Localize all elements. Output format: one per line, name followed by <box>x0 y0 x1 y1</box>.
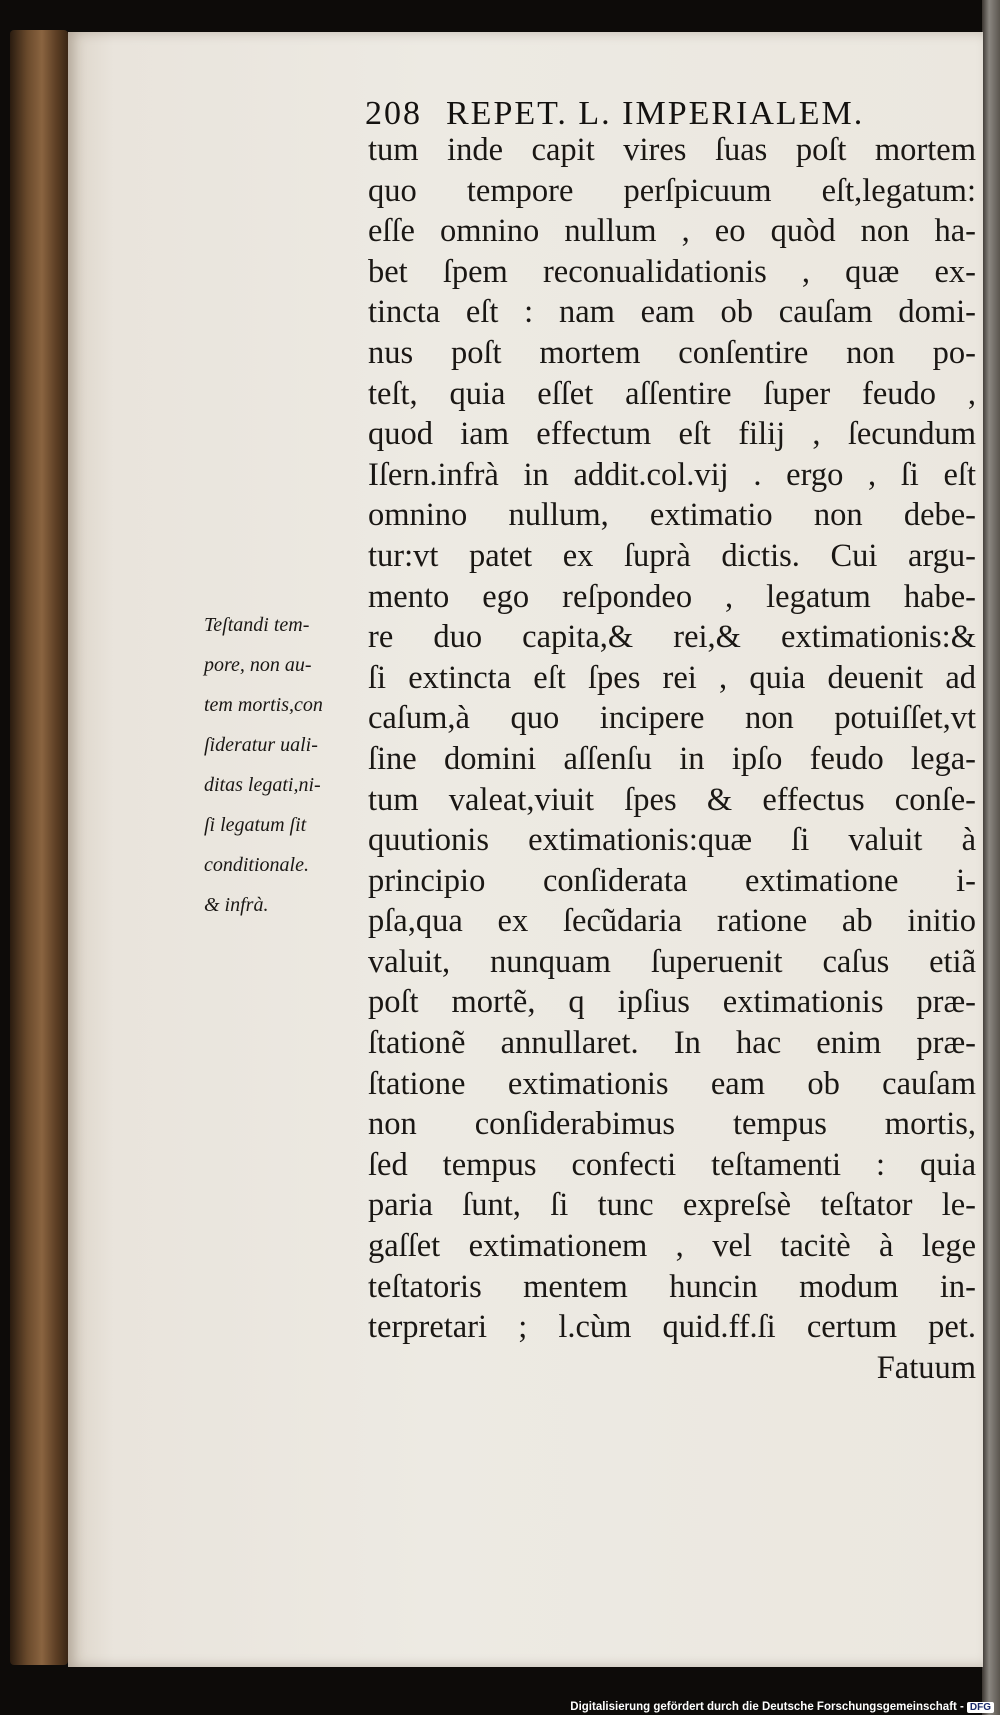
catchword: Fatuum <box>876 1349 976 1386</box>
digitization-credit <box>570 1701 994 1713</box>
dfg-logo: DFG <box>967 1702 994 1713</box>
text-line: nus poſt mortem conſentire non po- <box>368 334 976 371</box>
text-line: Iſern.infrà in addit.col.vij . ergo , ſi eſt <box>368 456 976 493</box>
running-header <box>365 95 864 133</box>
margin-note-line: ſi legatum ſit <box>204 814 307 836</box>
text-line: omnino nullum, extimatio non debe- <box>368 497 976 534</box>
margin-note-line: Teſtandi tem- <box>204 614 310 636</box>
text-line: pſa,qua ex ſecũdaria ratione ab initio <box>368 903 976 940</box>
text-line: mento ego reſpondeo , legatum habe- <box>368 578 976 615</box>
text-line: non conſiderabimus tempus mortis, <box>368 1106 976 1143</box>
text-line: poſt mortẽ, q ipſius extimationis præ- <box>368 984 976 1021</box>
text-line: terpretari ; l.cùm quid.ff.ſi certum pet. <box>368 1309 976 1346</box>
credit-text: Digitalisierung gefördert durch die Deutsche Forschungsgemeinschaft - <box>570 1701 964 1713</box>
text-line: gaſſet extimationem , vel tacitè à lege <box>368 1228 976 1265</box>
book-spine <box>10 30 68 1665</box>
text-line: ſi extincta eſt ſpes rei , quia deuenit ad <box>368 659 976 696</box>
text-line: valuit, nunquam ſuperuenit caſus etiã <box>368 943 976 980</box>
page-number: 208 <box>365 95 422 132</box>
margin-note-line: & infrà. <box>204 894 269 916</box>
text-line: tum valeat,viuit ſpes & effectus conſe- <box>368 781 976 818</box>
text-line: caſum,à quo incipere non potuiſſet,vt <box>368 700 976 737</box>
text-line: eſſe omnino nullum , eo quòd non ha- <box>368 213 976 250</box>
main-text <box>368 130 976 1388</box>
text-line: teſtatoris mentem huncin modum in- <box>368 1268 976 1305</box>
margin-note-line: pore, non au- <box>204 654 312 676</box>
marginal-note <box>204 605 374 925</box>
text-line: quutionis extimationis:quæ ſi valuit à <box>368 822 976 859</box>
margin-note-line: tem mortis,con <box>204 694 323 716</box>
text-line: tur:vt patet ex ſuprà dictis. Cui argu- <box>368 537 976 574</box>
text-line: paria ſunt, ſi tunc expreſsè teſtator le- <box>368 1187 976 1224</box>
margin-note-line: ſideratur uali- <box>204 734 318 756</box>
text-line: quod iam effectum eſt filij , ſecundum <box>368 416 976 453</box>
text-line: principio conſiderata extimatione i- <box>368 862 976 899</box>
text-line: ſed tempus confecti teſtamenti : quia <box>368 1146 976 1183</box>
text-line: ſtationẽ annullaret. In hac enim præ- <box>368 1025 976 1062</box>
text-line: teſt, quia eſſet aſſentire ſuper feudo , <box>368 375 976 412</box>
margin-note-line: ditas legati,ni- <box>204 774 321 796</box>
text-line: tincta eſt : nam eam ob cauſam domi- <box>368 294 976 331</box>
text-line: re duo capita,& rei,& extimationis:& <box>368 619 976 656</box>
book-edge <box>982 0 1000 1715</box>
text-line: tum inde capit vires ſuas poſt mortem <box>368 132 976 168</box>
text-line: quo tempore perſpicuum eſt,legatum: <box>368 172 976 209</box>
text-line: bet ſpem reconualidationis , quæ ex- <box>368 253 976 290</box>
text-line: ſine domini aſſenſu in ipſo feudo lega- <box>368 740 976 777</box>
margin-note-line: conditionale. <box>204 854 309 876</box>
running-title: REPET. L. IMPERIALEM. <box>446 95 865 132</box>
text-line: ſtatione extimationis eam ob cauſam <box>368 1065 976 1102</box>
